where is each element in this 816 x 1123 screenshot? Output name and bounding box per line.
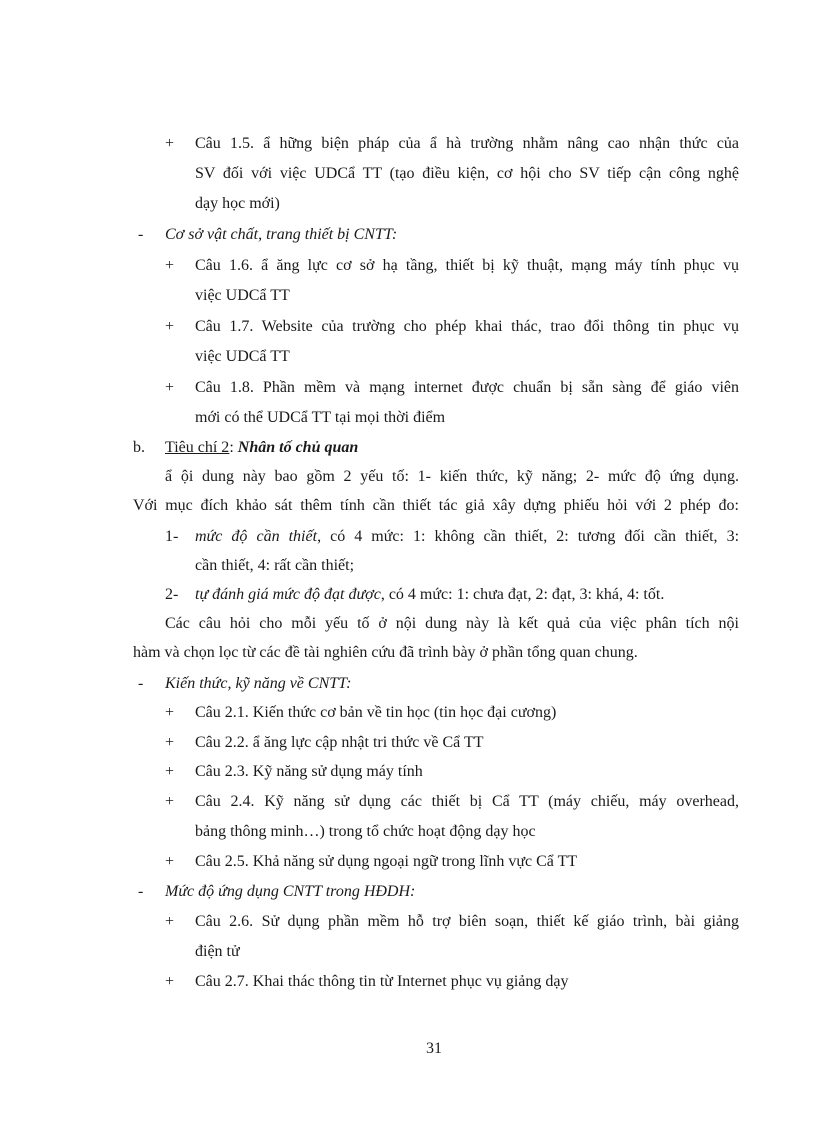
item-1-6-line-1: Câu 1.6. ẩ ăng lực cơ sở hạ tầng, thiết bị kỹ thuật, mạng máy tính phục vụ [195,257,739,274]
criterion-label: Tiêu chí 2 [165,439,230,456]
bullet-plus: + [165,257,175,274]
bullet-plus: + [165,793,175,810]
item-2-2: Câu 2.2. ẩ ăng lực cập nhật tri thức về Cẩ TT [195,734,484,751]
bullet-plus: + [165,913,175,930]
measure-2-rest: , có 4 mức: 1: chưa đạt, 2: đạt, 3: khá, 4: tốt. [380,586,665,603]
criterion-colon: : [229,439,238,456]
item-2-7: Câu 2.7. Khai thác thông tin từ Internet phục vụ giảng dạy [195,973,569,990]
criterion-title: Nhân tố chủ quan [237,439,359,456]
paragraph-1-line-2: Với mục đích khảo sát thêm tính cần thiết tác giả xây dựng phiếu hỏi với 2 phép đo: [133,497,739,514]
measure-1-term: mức độ cần thiết [195,528,318,545]
section-heading-usage: Mức độ ứng dụng CNTT trong HĐDH: [165,883,416,900]
section-heading-knowledge: Kiến thức, kỹ năng về CNTT: [165,675,352,692]
bullet-plus: + [165,763,175,780]
bullet-plus: + [165,734,175,751]
item-1-5-line-2: SV đối với việc UDCẩ TT (tạo điều kiện, cơ hội cho SV tiếp cận công nghệ [195,165,739,182]
item-1-5-line-3: dạy học mới) [195,195,280,212]
measure-1-rest: , có 4 mức: 1: không cần thiết, 2: tương đối cần thiết, 3: [317,528,740,545]
bullet-plus: + [165,973,175,990]
item-1-6-line-2: việc UDCẩ TT [195,287,290,304]
item-2-6-line-2: điện tử [195,943,240,960]
item-1-7-line-2: việc UDCẩ TT [195,348,290,365]
item-2-3: Câu 2.3. Kỹ năng sử dụng máy tính [195,763,423,780]
item-1-7-line-1: Câu 1.7. Website của trường cho phép khai thác, trao đổi thông tin phục vụ [195,318,739,335]
bullet-dash: - [138,226,144,243]
item-2-6-line-1: Câu 2.6. Sử dụng phần mềm hỗ trợ biên soạn, thiết kế giáo trình, bài giảng [195,913,739,930]
measure-1-line-2: cần thiết, 4: rất cần thiết; [195,557,355,574]
bullet-plus: + [165,379,175,396]
criterion-2-heading [165,438,358,458]
measure-1-marker: 1- [165,528,179,545]
bullet-dash: - [138,675,144,692]
paragraph-2-line-1: Các câu hỏi cho mỗi yếu tố ở nội dung này là kết quả của việc phân tích nội [165,615,739,632]
section-heading-infrastructure: Cơ sở vật chất, trang thiết bị CNTT: [165,226,398,243]
list-marker-b: b. [133,439,145,456]
measure-2-marker: 2- [165,586,179,603]
item-2-4-line-2: bảng thông minh…) trong tổ chức hoạt động dạy học [195,823,536,840]
item-1-8-line-2: mới có thể UDCẩ TT tại mọi thời điểm [195,409,446,426]
item-2-4-line-1: Câu 2.4. Kỹ năng sử dụng các thiết bị Cẩ TT (máy chiếu, máy overhead, [195,793,739,810]
paragraph-1-line-1: ẩ ội dung này bao gồm 2 yếu tố: 1- kiến thức, kỹ năng; 2- mức độ ứng dụng. [165,468,739,485]
bullet-plus: + [165,318,175,335]
item-2-1: Câu 2.1. Kiến thức cơ bản về tin học (tin học đại cương) [195,704,557,721]
item-2-5: Câu 2.5. Khả năng sử dụng ngoại ngữ trong lĩnh vực Cẩ TT [195,853,578,870]
measure-2-term: tự đánh giá mức độ đạt được [195,586,381,603]
paragraph-2-line-2: hàm và chọn lọc từ các đề tài nghiên cứu đã trình bày ở phần tổng quan chung. [133,644,638,661]
bullet-plus: + [165,135,175,152]
bullet-plus: + [165,853,175,870]
item-1-5-line-1: Câu 1.5. ẩ hững biện pháp của ẩ hà trường nhằm nâng cao nhận thức của [195,135,739,152]
bullet-dash: - [138,883,144,900]
page-number: 31 [426,1040,442,1057]
measure-1-line-1 [195,527,739,547]
item-1-8-line-1: Câu 1.8. Phần mềm và mạng internet được chuẩn bị sẵn sàng để giáo viên [195,379,739,396]
measure-2-line-1 [195,585,664,605]
bullet-plus: + [165,704,175,721]
